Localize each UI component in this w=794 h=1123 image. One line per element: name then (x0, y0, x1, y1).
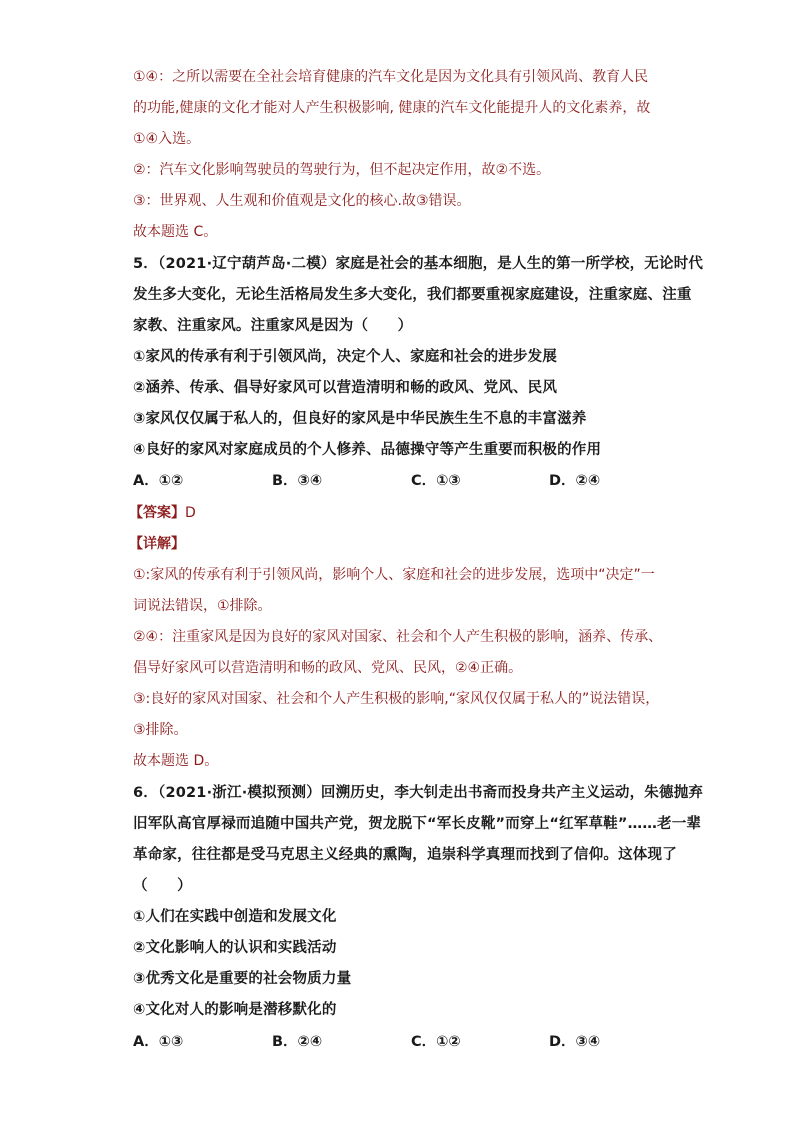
statement: ④良好的家风对家庭成员的个人修养、品德操守等产生重要而积极的作用 (133, 442, 602, 458)
option-c: C．①② (411, 1034, 461, 1050)
answer-line (129, 503, 196, 523)
explanation-line: ③：世界观、人生观和价值观是文化的核心.故③错误。 (133, 193, 471, 209)
statement: ①人们在实践中创造和发展文化 (133, 909, 337, 925)
option-b: B．②④ (272, 1034, 323, 1050)
option-a: A．①② (133, 473, 184, 489)
question-stem: 6．（2021·浙江·模拟预测）回溯历史，李大钊走出书斋而投身共产主义运动，朱德抛弃 (133, 785, 704, 801)
explanation-line: ①④：之所以需要在全社会培育健康的汽车文化是因为文化具有引领风尚、教育人民 (133, 69, 649, 85)
explanation-line: ②：汽车文化影响驾驶员的驾驶行为，但不起决定作用，故②不选。 (133, 162, 551, 178)
option-c: C．①③ (411, 473, 461, 489)
explanation-line: ①④入选。 (133, 131, 201, 147)
detail-label: 【详解】 (129, 536, 185, 552)
statement: ②涵养、传承、倡导好家风可以营造清明和畅的政风、党风、民风 (133, 380, 558, 396)
question-stem: 发生多大变化，无论生活格局发生多大变化，我们都要重视家庭建设，注重家庭、注重 (133, 287, 692, 303)
question-stem: 革命家，往往都是受马克思主义经典的熏陶，追崇科学真理而找到了信仰。这体现了 (133, 847, 677, 863)
explanation-line: ②④：注重家风是因为良好的家风对国家、社会和个人产生积极的影响，涵养、传承、 (133, 629, 663, 645)
explanation-line: 词说法错误，①排除。 (133, 598, 272, 614)
explanation-line: 倡导好家风可以营造清明和畅的政风、党风、民风，②④正确。 (133, 660, 523, 676)
explanation-line: ①:家风的传承有利于引领风尚，影响个人、家庭和社会的进步发展，选项中“决定”一 (133, 567, 655, 583)
statement: ③优秀文化是重要的社会物质力量 (133, 971, 352, 987)
conclusion: 故本题选 C。 (133, 224, 218, 240)
statement: ④文化对人的影响是潜移默化的 (133, 1002, 337, 1018)
option-d: D．②④ (549, 473, 601, 489)
answer-value: D (185, 505, 196, 521)
question-stem: 5．（2021·辽宁葫芦岛·二模）家庭是社会的基本细胞，是人生的第一所学校，无论时代 (133, 256, 704, 272)
statement: ②文化影响人的认识和实践活动 (133, 940, 337, 956)
statement: ①家风的传承有利于引领风尚，决定个人、家庭和社会的进步发展 (133, 349, 558, 365)
explanation-line: ③:良好的家风对国家、社会和个人产生积极的影响,“家风仅仅属于私人的”说法错误， (133, 691, 660, 707)
option-a: A．①③ (133, 1034, 184, 1050)
option-d: D．③④ (549, 1034, 601, 1050)
question-stem: 旧军队高官厚禄而追随中国共产党，贺龙脱下“军长皮靴”而穿上“红军草鞋”……老一辈 (133, 816, 702, 832)
question-stem: 家教、注重家风。注重家风是因为（ ） (133, 318, 413, 334)
explanation-line: 的功能,健康的文化才能对人产生积极影响, 健康的汽车文化能提升人的文化素养，故 (133, 100, 651, 116)
statement: ③家风仅仅属于私人的，但良好的家风是中华民族生生不息的丰富滋养 (133, 411, 587, 427)
question-stem: （ ） (133, 878, 192, 894)
answer-label: 【答案】 (129, 505, 185, 521)
conclusion: 故本题选 D。 (133, 753, 219, 769)
option-b: B．③④ (272, 473, 323, 489)
explanation-line: ③排除。 (133, 722, 188, 738)
